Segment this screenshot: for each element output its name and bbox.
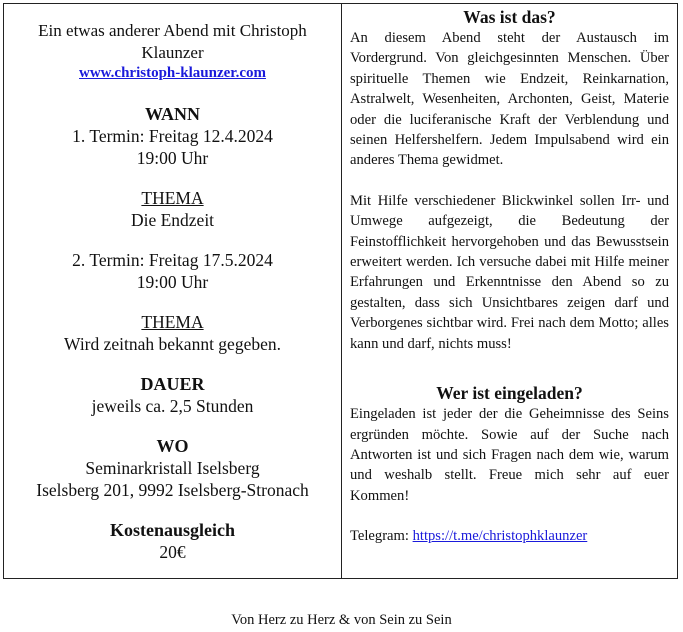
termin2-date: 2. Termin: Freitag 17.5.2024 bbox=[72, 250, 273, 270]
wo-heading: WO bbox=[156, 436, 189, 456]
termin1-time: 19:00 Uhr bbox=[136, 148, 209, 168]
section1-title: Was ist das? bbox=[463, 7, 556, 27]
section1-paragraph1: An diesem Abend steht der Austausch im Vordergrund. Von gleichgesinnten Menschen. Über spirituelle Themen wie Endzeit, Reinkarnation, Astralwelt, Wesenheiten, Archonten, Geist, Materie oder die luciferanische Kraft der Verblendung und seinen Helfershelfern. Jedem Impulsabend wird ein anderes Thema gewidmet. bbox=[350, 30, 669, 169]
intro-text: Ein etwas anderer Abend mit Christoph Klaunzer bbox=[38, 21, 307, 62]
telegram-line bbox=[350, 526, 669, 546]
thema2-heading: THEMA bbox=[141, 312, 204, 332]
wann-heading: WANN bbox=[144, 104, 200, 124]
dauer-text: jeweils ca. 2,5 Stunden bbox=[91, 396, 254, 416]
thema2-text: Wird zeitnah bekannt gegeben. bbox=[64, 334, 281, 354]
termin1-date: 1. Termin: Freitag 12.4.2024 bbox=[72, 126, 273, 146]
section1-paragraph2: Mit Hilfe verschiedener Blickwinkel sollen Irr- und Umwege aufgezeigt, die Bedeutung der Feinstofflichkeit hervorgehoben und das Bewusstsein erweitert werden. Ich versuche dabei mit Hilfe meiner Erfahrungen und Erkenntnisse den Abend so zu gestalten, dass sich Unsichtbares zeigen darf und Verborgenes sichtbar wird. Frei nach dem Motto; alles kann und darf, nichts muss! bbox=[350, 192, 669, 352]
section2-paragraph: Eingeladen ist jeder der die Geheimnisse des Seins ergründen möchte. Sowie auf der Suche nach Antworten ist und sich Fragen nach dem wie, warum und weshalb stellt. Freue mich sehr auf euer Kommen! bbox=[350, 406, 669, 504]
footer-motto: Von Herz zu Herz & von Sein zu Sein bbox=[231, 612, 452, 628]
kosten-heading: Kostenausgleich bbox=[109, 520, 235, 540]
telegram-label: Telegram: bbox=[350, 528, 413, 545]
info-table bbox=[3, 3, 678, 579]
telegram-link[interactable]: https://t.me/christophklaunzer bbox=[412, 528, 588, 545]
right-column bbox=[342, 4, 677, 578]
left-column bbox=[4, 4, 342, 578]
wo-line1: Seminarkristall Iselsberg bbox=[85, 458, 260, 478]
thema1-heading: THEMA bbox=[141, 188, 204, 208]
thema1-text: Die Endzeit bbox=[130, 210, 215, 230]
wo-line2: Iselsberg 201, 9992 Iselsberg-Stronach bbox=[36, 480, 309, 500]
website-link[interactable]: www.christoph-klaunzer.com bbox=[79, 65, 266, 81]
termin2-time: 19:00 Uhr bbox=[136, 272, 209, 292]
section2-title: Wer ist eingeladen? bbox=[436, 383, 583, 404]
dauer-heading: DAUER bbox=[140, 374, 205, 394]
kosten-text: 20€ bbox=[159, 542, 186, 562]
